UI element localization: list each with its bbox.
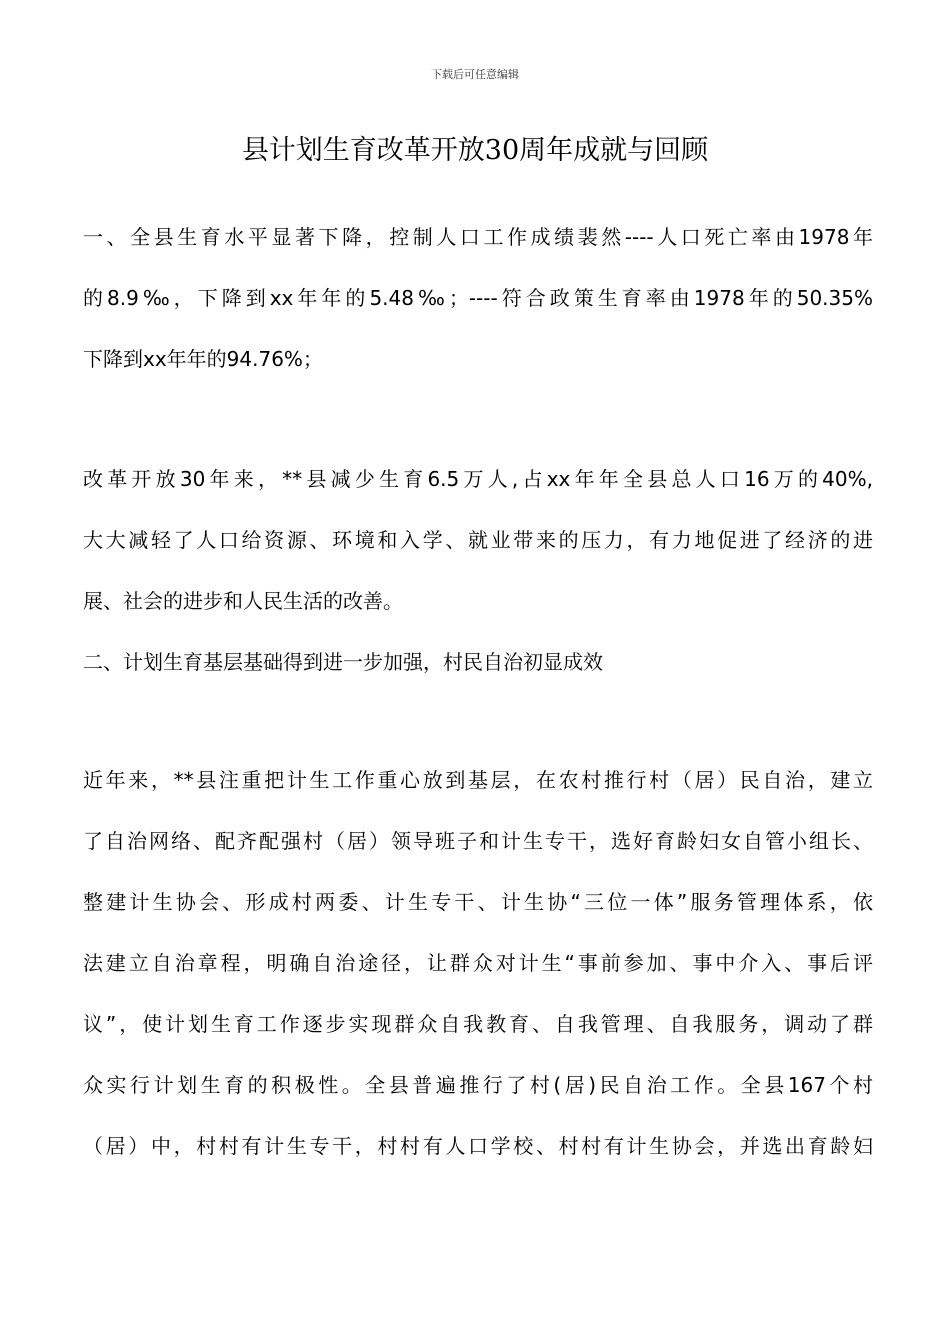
paragraph-line: 大大减轻了人口给资源、环境和入学、就业带来的压力，有力地促进了经济的进 [83,528,873,552]
paragraph-village-autonomy [83,750,873,1177]
paragraph-line: 议”，使计划生育工作逐步实现群众自我教育、自我管理、自我服务，调动了群 [83,1012,873,1036]
paragraph-line: 了自治网络、配齐配强村（居）领导班子和计生专干，选好育龄妇女自管小组长、 [83,829,873,853]
paragraph-line: （居）中，村村有计生专干，村村有人口学校、村村有计生协会，并选出育龄妇 [83,1134,873,1158]
paragraph-line: 众实行计划生育的积极性。全县普遍推行了村(居)民自治工作。全县167个村 [83,1073,873,1097]
paragraph-section-two-heading [83,632,873,693]
paragraph-line: 一、全县生育水平显著下降，控制人口工作成绩裴然----人口死亡率由1978年 [83,225,873,249]
paragraph-line: 法建立自治章程，明确自治途径，让群众对计生“事前参加、事中介入、事后评 [83,951,873,975]
paragraph-section-one [83,207,873,390]
paragraph-line: 展、社会的进步和人民生活的改善。 [83,589,403,613]
paragraph-line: 整建计生协会、形成村两委、计生专干、计生协“三位一体”服务管理体系，依 [83,890,873,914]
header-note: 下载后可任意编辑 [431,68,519,81]
paragraph-line: 的8.9‰，下降到xx年年的5.48‰；----符合政策生育率由1978年的50.35% [83,286,873,310]
paragraph-line: 二、计划生育基层基础得到进一步加强，村民自治初显成效 [83,650,603,674]
paragraph-reform-results [83,449,873,632]
paragraph-line: 改革开放30年来，**县减少生育6.5万人,占xx年年全县总人口16万的40%, [83,467,873,491]
document-title: 县计划生育改革开放30周年成就与回顾 [241,135,709,166]
paragraph-line: 下降到xx年年的94.76%； [83,347,323,371]
paragraph-line: 近年来，**县注重把计生工作重心放到基层，在农村推行村（居）民自治，建立 [83,768,873,792]
